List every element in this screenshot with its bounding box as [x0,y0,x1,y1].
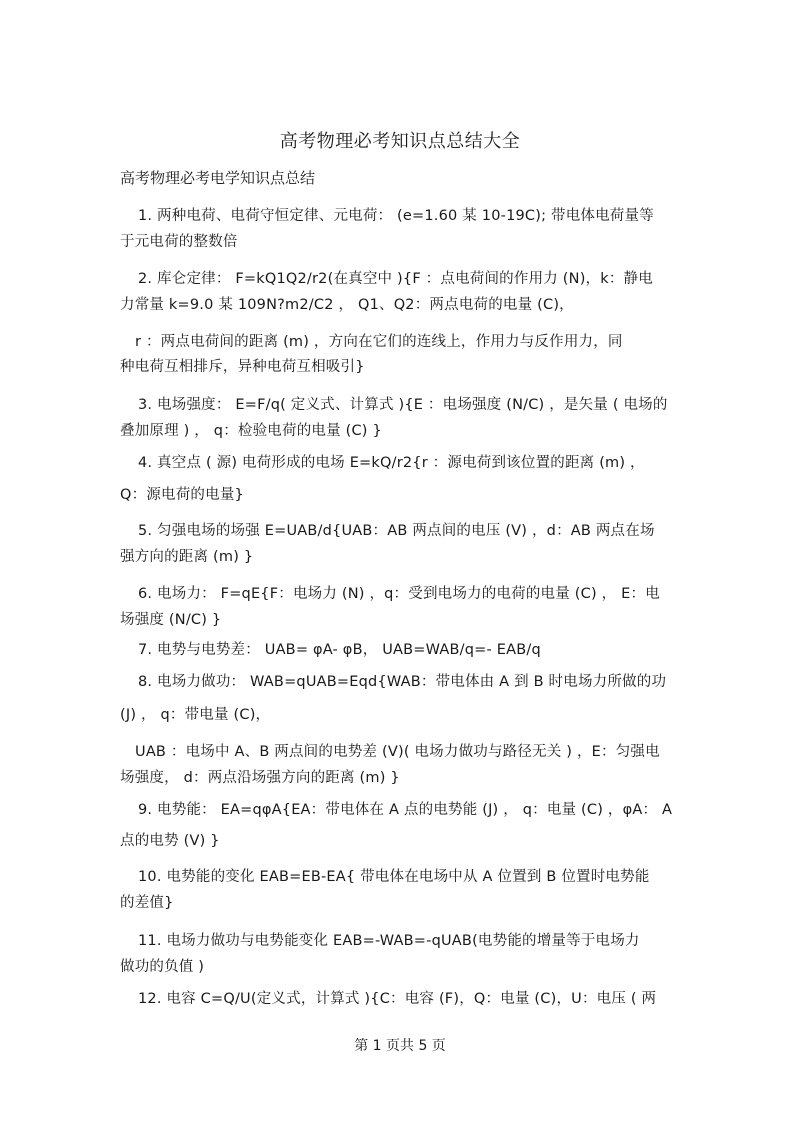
body-line: 力常量 k=9.0 某 109N?m2/C2 ， Q1、Q2：两点电荷的电量 (C)， [120,297,574,313]
body-line: 种电荷互相排斥，异种电荷互相吸引} [120,359,365,375]
body-line: 于元电荷的整数倍 [120,234,238,250]
body-line: 4. 真空点 ( 源) 电荷形成的电场 E=kQ/r2{r ：源电荷到该位置的距离 (m) ， [138,455,645,471]
body-line: 的差值} [120,895,174,911]
document-subtitle: 高考物理必考电学知识点总结 [120,169,316,187]
body-line: r ：两点电荷间的距离 (m) ，方向在它们的连线上，作用力与反作用力，同 [135,334,623,350]
body-line: 场强度， d：两点沿场强方向的距离 (m) } [120,770,400,786]
body-line: 5. 匀强电场的场强 E=UAB/d{UAB：AB 两点间的电压 (V) ，d：AB 两点在场 [138,523,655,539]
body-line: 做功的负值 ) [120,959,205,975]
body-line: 10. 电势能的变化 EAB=EB-EA{ 带电体在电场中从 A 位置到 B 位置时电势能 [138,869,650,885]
body-line: UAB ：电场中 A、B 两点间的电势差 (V)( 电场力做功与路径无关 ) ，E：匀强电 [135,744,660,760]
body-line: 强方向的距离 (m) } [120,549,254,565]
page-footer: 第 1 页共 5 页 [354,1038,446,1054]
body-line: (J) ， q：带电量 (C)， [120,707,271,723]
body-line: 6. 电场力： F=qE{F：电场力 (N) ，q：受到电场力的电荷的电量 (C) ， E：电 [138,586,660,602]
body-line: 点的电势 (V) } [120,833,220,849]
body-line: 8. 电场力做功： WAB=qUAB=Eqd{WAB：带电体由 A 到 B 时电场力所做的功 [138,674,667,690]
body-line: 2. 库仑定律： F=kQ1Q2/r2(在真空中 ){F ：点电荷间的作用力 (N)，k：静电 [138,271,653,287]
body-line: 9. 电势能： EA=qφA{EA：带电体在 A 点的电势能 (J) ， q：电量 (C) ，φA： A [138,802,673,818]
body-line: 11. 电场力做功与电势能变化 EAB=-WAB=-qUAB(电势能的增量等于电场力 [138,933,640,949]
body-line: 叠加原理 ) ， q：检验电荷的电量 (C) } [120,423,382,439]
body-line: 场强度 (N/C) } [120,612,222,628]
document-title: 高考物理必考知识点总结大全 [279,131,521,152]
body-line: 1. 两种电荷、电荷守恒定律、元电荷： (e=1.60 某 10-19C); 带电体电荷量等 [138,208,654,224]
body-line: 12. 电容 C=Q/U(定义式，计算式 ){C：电容 (F)，Q：电量 (C)，U：电压 ( 两 [138,991,657,1007]
body-line: 3. 电场强度： E=F/q( 定义式、计算式 ){E ：电场强度 (N/C) ，是矢量 ( 电场的 [138,397,668,413]
body-line: Q：源电荷的电量} [120,487,244,503]
body-line: 7. 电势与电势差： UAB= φA- φB， UAB=WAB/q=- EAB/q [138,642,541,658]
